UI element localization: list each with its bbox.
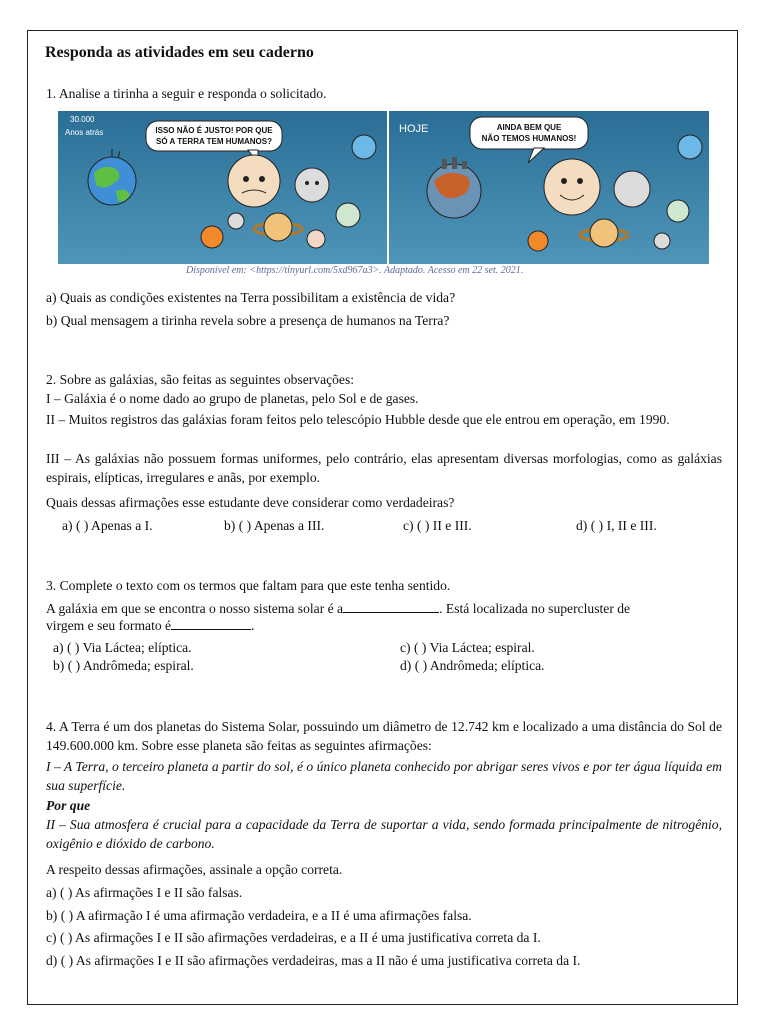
q1-item-b: b) Qual mensagem a tirinha revela sobre a presença de humanos na Terra? <box>46 313 450 328</box>
q3-text-part1: A galáxia em que se encontra o nosso sistema solar é a <box>46 601 344 616</box>
q2-option-d[interactable]: d) ( ) I, II e III. <box>576 518 657 533</box>
q3-option-a[interactable]: a) ( ) Via Láctea; elíptica. <box>53 640 192 655</box>
angry-planet-icon <box>228 155 280 207</box>
happy-planet-icon <box>544 159 600 215</box>
panel1-bubble-line1: ISSO NÃO É JUSTO! POR QUE <box>155 126 273 135</box>
panel1-caption-text: Anos atrás <box>65 128 104 137</box>
q3-option-b[interactable]: b) ( ) Andrômeda; espiral. <box>53 658 194 673</box>
q1-item-a: a) Quais as condições existentes na Terra possibilitam a existência de vida? <box>46 290 456 305</box>
q2-statement-i: I – Galáxia é o nome dado ao grupo de planetas, pelo Sol e de gases. <box>46 391 419 406</box>
q4-question: A respeito dessas afirmações, assinale a opção correta. <box>46 862 343 877</box>
panel2-small-planet-icon <box>654 233 670 249</box>
panel2-blue-planet-icon <box>678 135 702 159</box>
comic-strip <box>58 111 709 264</box>
green-planet-icon <box>336 203 360 227</box>
q2-statement-iii: III – As galáxias não possuem formas uniformes, pelo contrário, elas apresentam diversas morfologias, como as galáxias espirais, elípticas, irregulares e anãs, por exemplo. <box>46 451 722 485</box>
panel1-bubble-line2: SÓ A TERRA TEM HUMANOS? <box>156 137 272 146</box>
q3-text-part2: . Está localizada no supercluster de <box>439 601 631 616</box>
q4-option-d[interactable]: d) ( ) As afirmações I e II são afirmações verdadeiras, mas a II não é uma justificativa correta da I. <box>46 953 581 968</box>
panel2-bubble-line2: NÃO TEMOS HUMANOS! <box>481 134 577 143</box>
q2-statement-ii: II – Muitos registros das galáxias foram feitos pelo telescópio Hubble desde que ele entrou em operação, em 1990. <box>46 412 670 427</box>
q2-question: Quais dessas afirmações esse estudante deve considerar como verdadeiras? <box>46 495 455 510</box>
small-planet-icon <box>228 213 244 229</box>
comic-panel-2 <box>389 111 709 264</box>
blue-planet-icon <box>352 135 376 159</box>
q3-option-c[interactable]: c) ( ) Via Láctea; espiral. <box>400 640 535 655</box>
comic-panel-1 <box>58 111 387 264</box>
panel2-green-planet-icon <box>667 200 689 222</box>
q2-option-c[interactable]: c) ( ) II e III. <box>403 518 472 533</box>
panel2-caption: HOJE <box>399 123 429 135</box>
q1-prompt: 1. Analise a tirinha a seguir e responda o solicitado. <box>46 86 327 101</box>
panel2-orange-planet-icon <box>528 231 548 251</box>
orange-planet-icon <box>201 226 223 248</box>
q3-option-d[interactable]: d) ( ) Andrômeda; elíptica. <box>400 658 545 673</box>
red-planet-icon <box>307 230 325 248</box>
q3-blank-1[interactable] <box>343 599 439 613</box>
q4-statement-ii: II – Sua atmosfera é crucial para a capacidade da Terra de suportar a vida, sendo formada principalmente de nitrogênio, oxigênio e dióxido de carbono. <box>46 817 722 851</box>
q2-option-a[interactable]: a) ( ) Apenas a I. <box>62 518 153 533</box>
q4-option-b[interactable]: b) ( ) A afirmação I é uma afirmação verdadeira, e a II é uma afirmações falsa. <box>46 908 472 923</box>
q4-statement-i: I – A Terra, o terceiro planeta a partir do sol, é o único planeta conhecido por abrigar seres vivos e por ter água líquida em sua superfície. <box>46 759 722 793</box>
page-title: Responda as atividades em seu caderno <box>45 44 314 61</box>
q3-prompt: 3. Complete o texto com os termos que faltam para que este tenha sentido. <box>46 578 451 593</box>
q3-text-part4: . <box>251 618 255 633</box>
q4-option-c[interactable]: c) ( ) As afirmações I e II são afirmações verdadeiras, e a II é uma justificativa correta da I. <box>46 930 541 945</box>
q4-por-que: Por que <box>46 798 91 813</box>
q2-prompt: 2. Sobre as galáxias, são feitas as seguintes observações: <box>46 372 355 387</box>
panel2-bubble-line1: AINDA BEM QUE <box>496 123 562 132</box>
comic-source: Disponível em: <https://tinyurl.com/5xd967a3>. Adaptado. Acesso em 22 set. 2021. <box>186 265 524 276</box>
q3-text-part3: virgem e seu formato é <box>46 618 172 633</box>
panel2-grey-planet-icon <box>614 171 650 207</box>
q4-prompt: 4. A Terra é um dos planetas do Sistema Solar, possuindo um diâmetro de 12.742 km e localizado a uma distância do Sol de 149.600.000 km. Sobre esse planeta são feitas as seguintes afirmações: <box>46 719 722 753</box>
grey-planet-icon <box>295 168 329 202</box>
q2-option-b[interactable]: b) ( ) Apenas a III. <box>224 518 325 533</box>
panel1-caption-number: 30.000 <box>70 115 95 124</box>
q3-text-line2 <box>46 616 254 635</box>
q3-blank-2[interactable] <box>171 616 251 630</box>
q4-option-a[interactable]: a) ( ) As afirmações I e II são falsas. <box>46 885 243 900</box>
